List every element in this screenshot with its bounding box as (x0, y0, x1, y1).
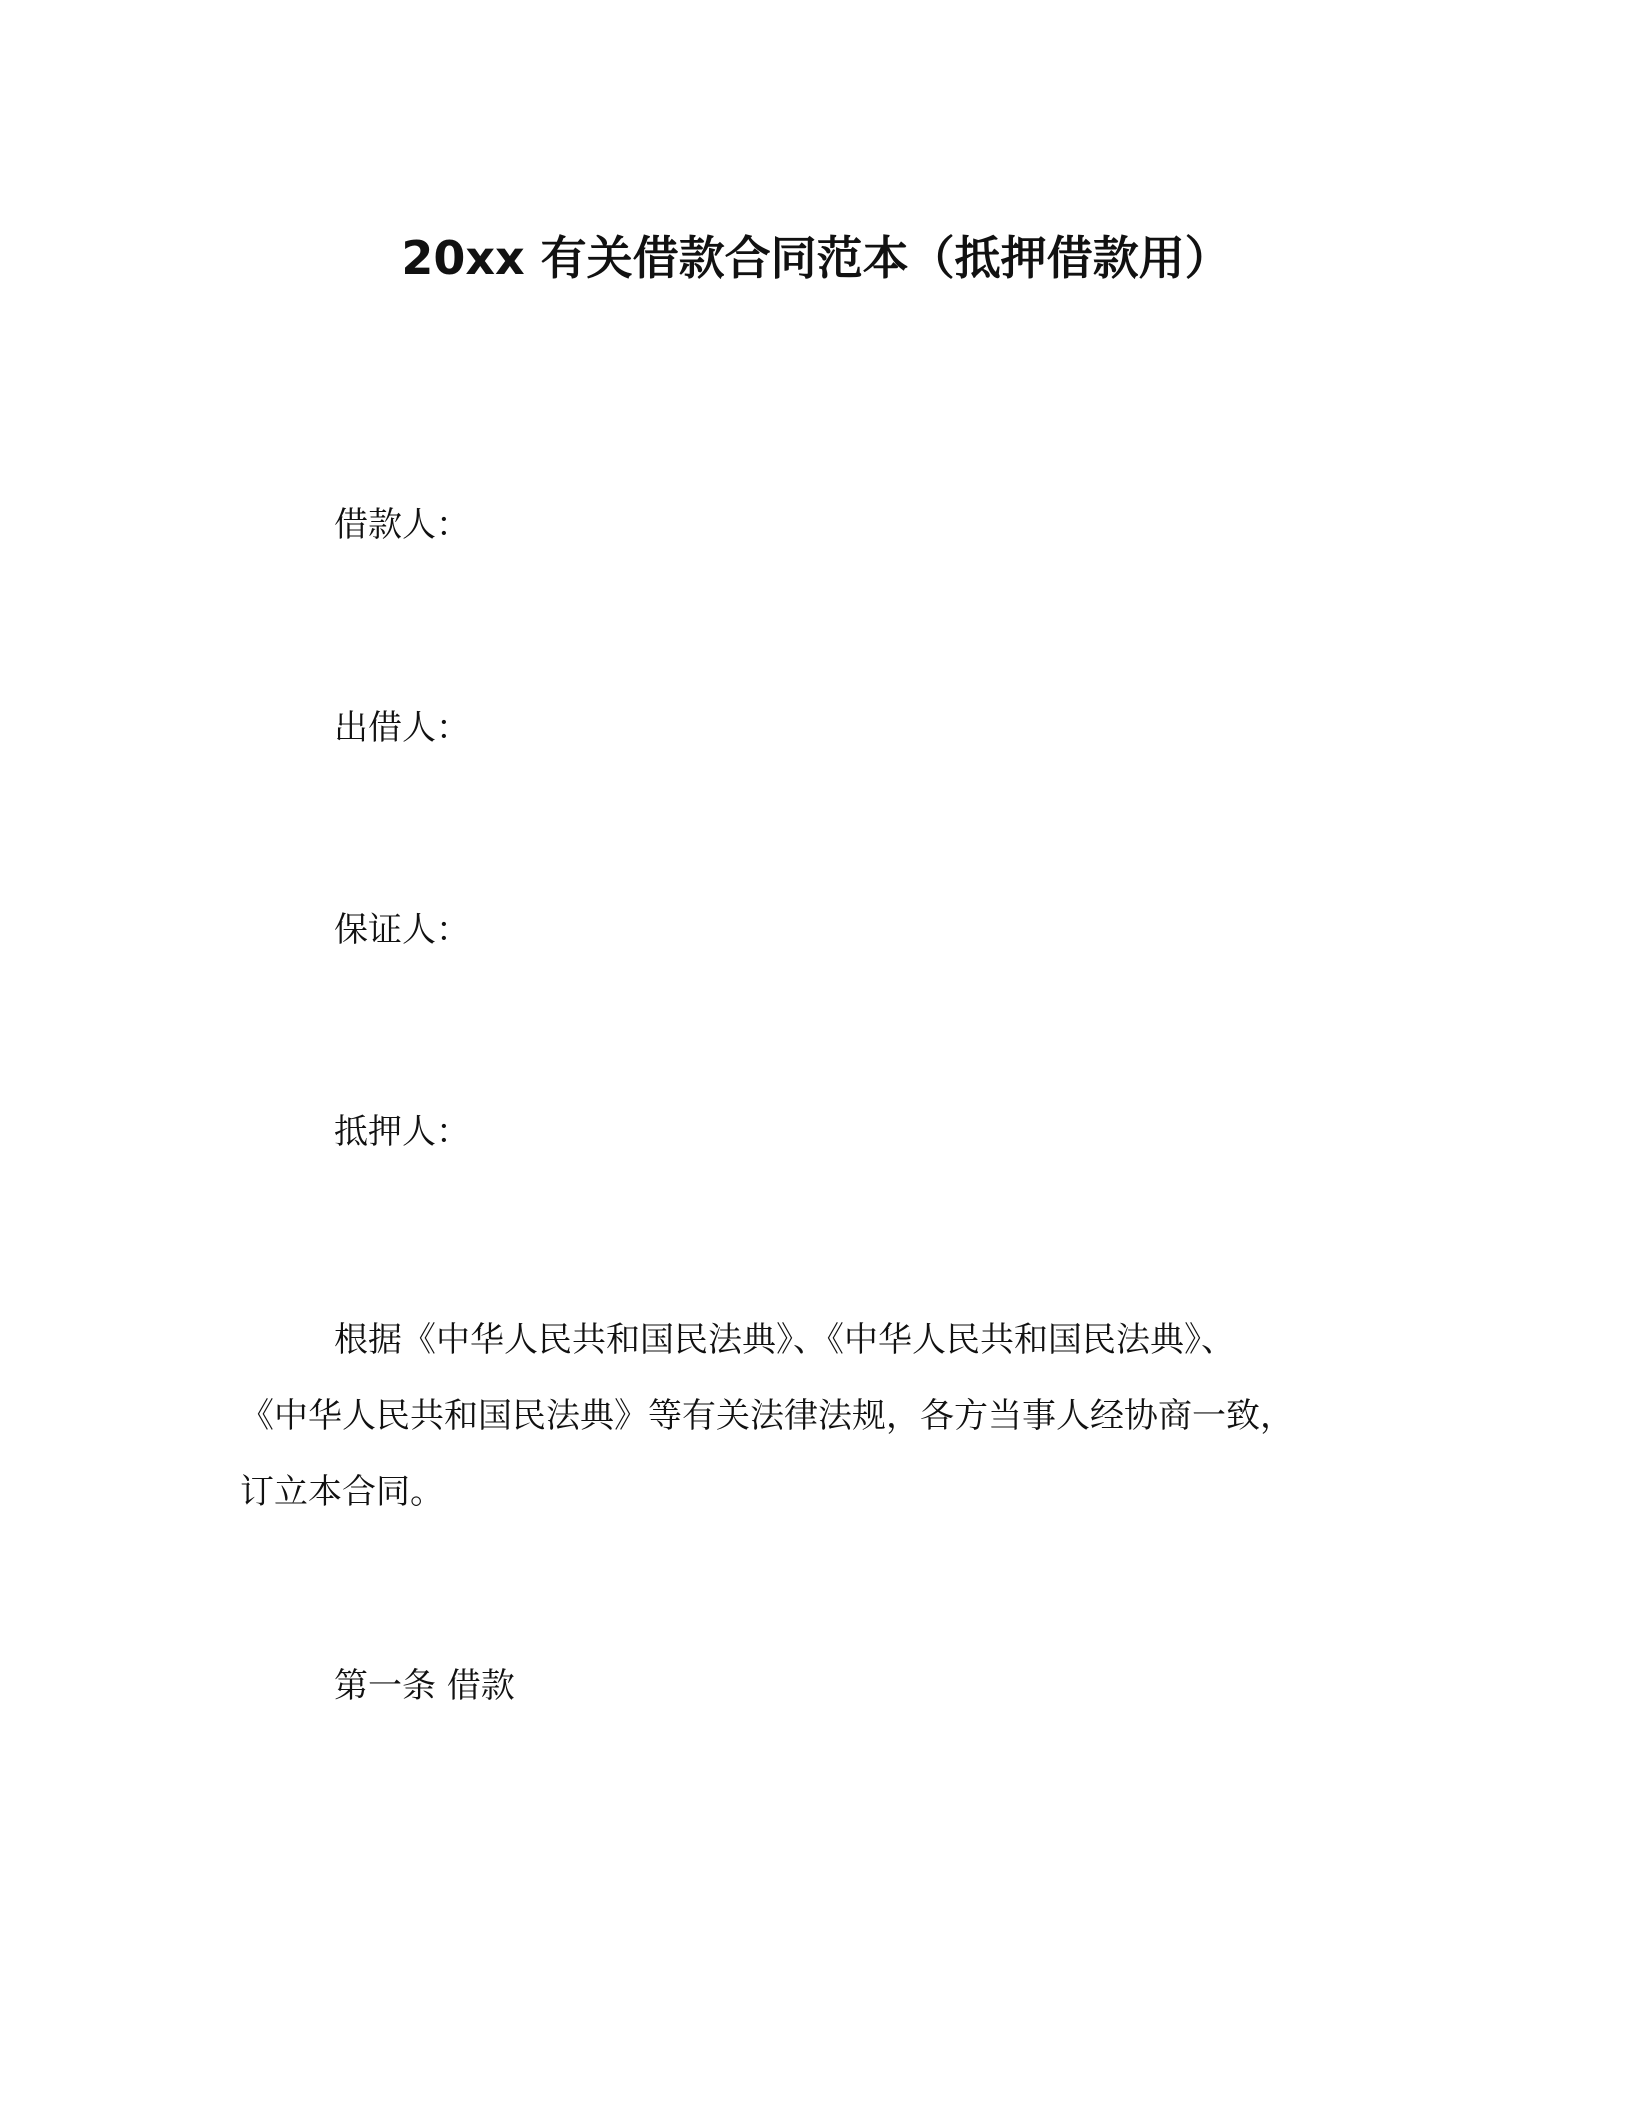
section-1-heading: 第一条 借款 (334, 1666, 515, 1706)
mortgagor-label: 抵押人： (334, 1112, 470, 1152)
lender-label: 出借人： (334, 708, 470, 748)
preamble-line-2: 《中华人民共和国民法典》等有关法律法规，各方当事人经协商一致， (240, 1396, 1294, 1436)
preamble-line-3: 订立本合同。 (240, 1472, 444, 1512)
borrower-label: 借款人： (334, 505, 470, 545)
preamble-paragraph (240, 1302, 1400, 1530)
document-title: 20xx 有关借款合同范本（抵押借款用） (401, 231, 1231, 285)
guarantor-label: 保证人： (334, 910, 470, 950)
preamble-line-1: 根据《中华人民共和国民法典》、《中华人民共和国民法典》、 (334, 1320, 1235, 1360)
